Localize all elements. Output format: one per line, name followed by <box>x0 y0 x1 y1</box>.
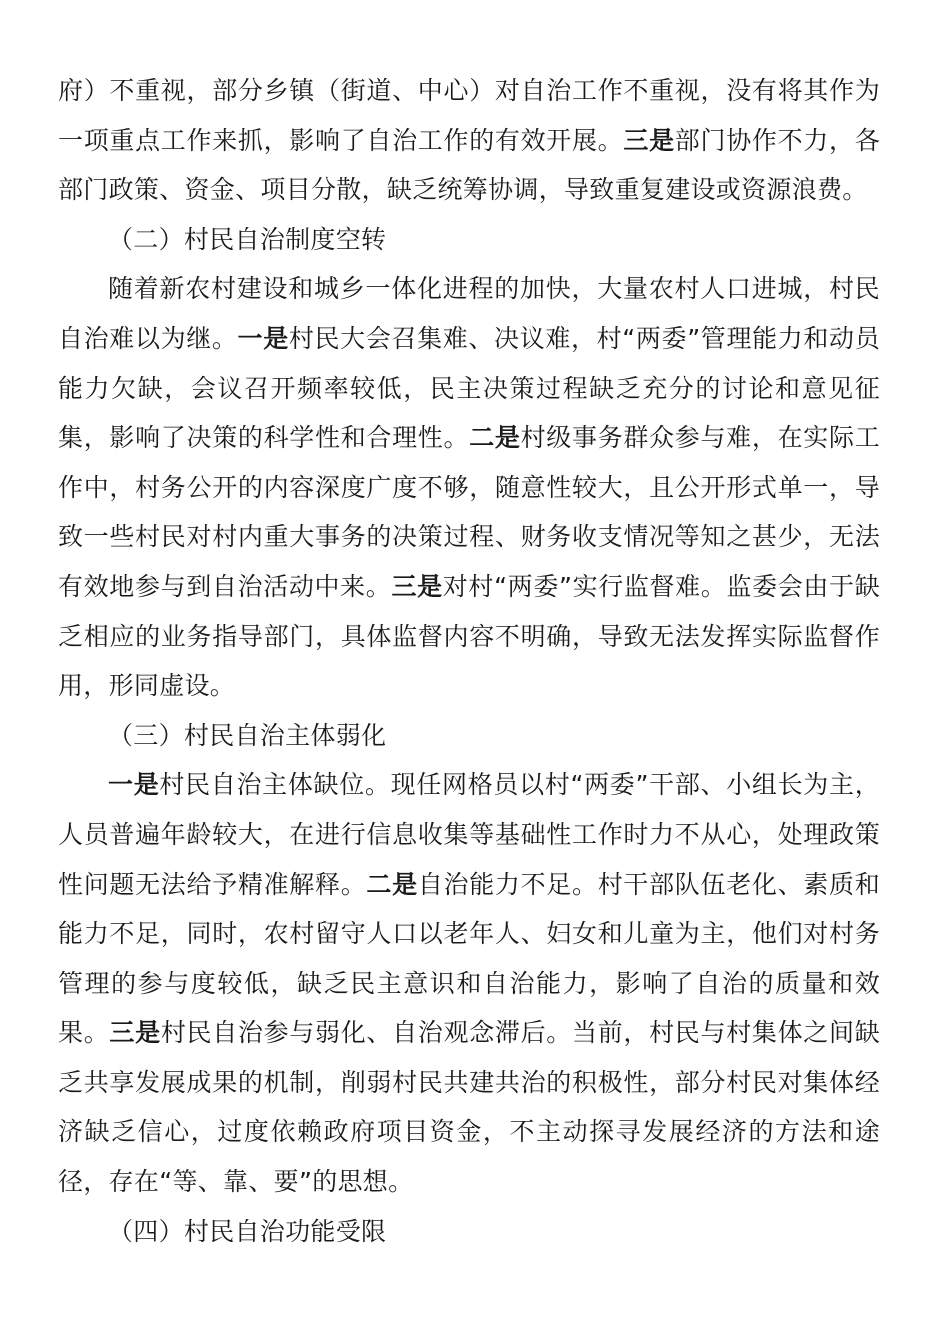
text-segment: 对村“两委”实行监督难。监委会由于缺乏相应的业务指导部门，具体监督内容不明确，导致无法发挥实际监督作用，形同虚设。 <box>58 571 881 701</box>
text-segment: 自治能力不足。村干部队伍老化、素质和能力不足，同时，农村留守人口以老年人、妇女和儿童为主，他们对村务管理的参与度较低，缺乏民主意识和自治能力，影响了自治的质量和效果。 <box>58 869 881 1048</box>
emphasis-yi-shi: 一是 <box>237 323 289 353</box>
heading-text: （三）村民自治主体弱化 <box>108 720 387 750</box>
heading-text: （二）村民自治制度空转 <box>108 224 387 254</box>
text-segment: 部门协作不力，各部门政策、资金、项目分散，缺乏统筹协调，导致重复建设或资源浪费。 <box>58 125 880 205</box>
document-page <box>58 66 880 1256</box>
text-segment: 随着新农村建设和城乡一体化进程的加快，大量农村人口进城，村民自治难以为继。 <box>58 274 880 353</box>
text-segment: 村民自治参与弱化、自治观念滞后。当前，村民与村集体之间缺乏共享发展成果的机制，削弱村民共建共治的积极性，部分村民对集体经济缺乏信心，过度依赖政府项目资金，不主动探寻发展经济的方法和途径，存在“等、靠、要”的思想。 <box>58 1018 880 1197</box>
section-heading-4 <box>58 1207 880 1257</box>
text-segment: 村级事务群众参与难，在实际工作中，村务公开的内容深度广度不够，随意性较大，且公开形式单一，导致一些村民对村内重大事务的决策过程、财务收支情况等知之甚少，无法有效地参与到自治活动中来。 <box>58 423 881 601</box>
heading-text: （四）村民自治功能受限 <box>108 1216 387 1246</box>
emphasis-san-shi: 三是 <box>391 571 443 601</box>
paragraph-section-2 <box>58 264 880 710</box>
emphasis-er-shi: 二是 <box>366 869 418 899</box>
emphasis-san-shi: 三是 <box>109 1018 161 1048</box>
emphasis-er-shi: 二是 <box>469 423 521 453</box>
text-segment: 村民大会召集难、决议难，村“两委”管理能力和动员能力欠缺，会议召开频率较低，民主决策过程缺乏充分的讨论和意见征集，影响了决策的科学性和合理性。 <box>58 323 880 453</box>
emphasis-san-shi: 三是 <box>623 125 675 155</box>
section-heading-3 <box>58 711 880 761</box>
text-segment: 村民自治主体缺位。现任网格员以村“两委”干部、小组长为主，人员普遍年龄较大，在进行信息收集等基础性工作时力不从心，处理政策性问题无法给予精准解释。 <box>58 770 880 899</box>
paragraph-section-3 <box>58 760 880 1206</box>
section-heading-2 <box>58 215 880 265</box>
emphasis-yi-shi: 一是 <box>108 770 160 800</box>
paragraph-continued <box>58 66 880 215</box>
text-segment: 府）不重视，部分乡镇（街道、中心）对自治工作不重视，没有将其作为一项重点工作来抓，影响了自治工作的有效开展。 <box>58 76 880 155</box>
